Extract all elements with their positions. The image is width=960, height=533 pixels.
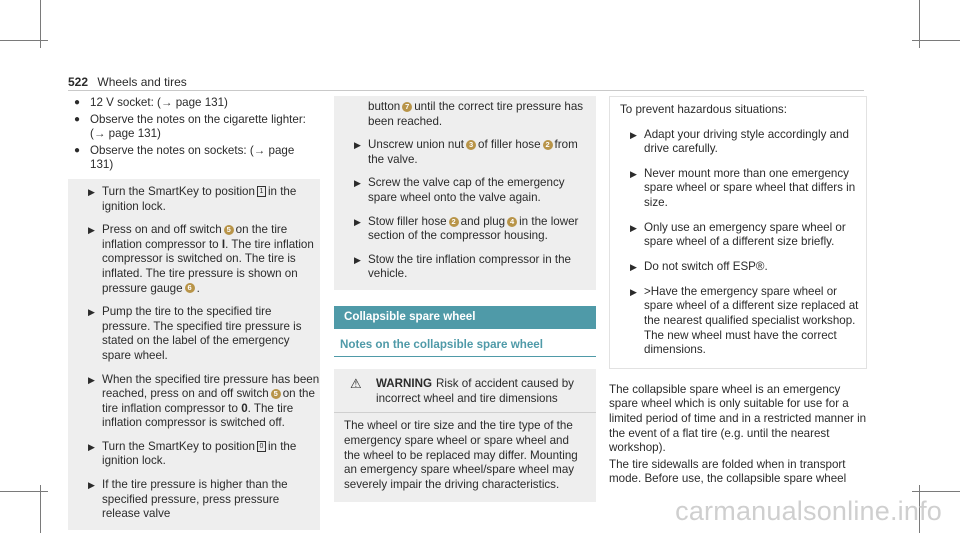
triangle-right-icon: ▶: [354, 140, 361, 151]
chapter-title: Wheels and tires: [97, 75, 187, 89]
triangle-right-icon: ▶: [88, 441, 95, 452]
instruction-step: ▶ Unscrew union nut 3 of filler hose 2 from the valve.: [334, 138, 596, 167]
page-number: 522: [68, 75, 89, 89]
instruction-step: ▶ Stow the tire inflation compressor in the vehicle.: [334, 253, 596, 282]
callout-number: 2: [449, 217, 459, 227]
divider: [334, 412, 596, 413]
triangle-right-icon: ▶: [88, 307, 95, 318]
paragraph: The collapsible spare wheel is an emergency spare wheel which is only suitable for use for a limited period of time and in a restricted manner in the event of a flat tire (e.g. until the nearest workshop).: [609, 382, 867, 455]
bullet-item: ● Observe the notes on the cigarette lighter: (→ page 131): [68, 113, 320, 142]
instruction-step: ▶ >Have the emergency spare wheel or spare wheel of a different size replaced at the nearest qualified specialist workshop. The new wheel must have the correct dimensions.: [610, 285, 866, 358]
callout-number: 2: [543, 140, 553, 150]
watermark: carmanualsonline.info: [675, 496, 942, 526]
instruction-step: ▶ Do not switch off ESP®.: [610, 260, 866, 275]
triangle-right-icon: ▶: [630, 129, 637, 140]
triangle-right-icon: ▶: [630, 286, 637, 297]
instruction-block: [68, 179, 320, 530]
page-header: [68, 75, 187, 89]
callout-number: 6: [185, 283, 195, 293]
triangle-right-icon: ▶: [354, 178, 361, 189]
paragraph: The tire sidewalls are folded when in transport mode. Before use, the collapsible spare wheel: [609, 457, 847, 486]
callout-number: 5: [271, 389, 281, 399]
instruction-step: ▶ Screw the valve cap of the emergency spare wheel onto the valve again.: [334, 176, 596, 205]
hazard-intro: To prevent hazardous situations:: [620, 103, 787, 116]
instruction-step: ▶ Turn the SmartKey to position 1 in the ignition lock.: [68, 185, 320, 214]
instruction-step: button 7 until the correct tire pressure has been reached.: [368, 100, 584, 128]
bullet-item: ● Observe the notes on sockets: (→ page 131): [68, 144, 320, 173]
instruction-step: ▶ When the specified tire pressure has been reached, press on and off switch 5 on the tire inflation compressor to 0. The tire inflation compressor is switched off.: [68, 373, 320, 431]
column-right: [609, 96, 867, 487]
bullet-icon: ●: [74, 144, 81, 156]
key-position-icon: 1: [257, 186, 266, 197]
instruction-step: ▶ Turn the SmartKey to position 0 in the ignition lock.: [68, 440, 320, 469]
bullet-icon: ●: [74, 113, 81, 125]
callout-number: 4: [507, 217, 517, 227]
triangle-right-icon: ▶: [354, 254, 361, 265]
crop-mark: [0, 40, 48, 41]
callout-number: 3: [466, 140, 476, 150]
instruction-step: ▶ Adapt your driving style accordingly and drive carefully.: [610, 128, 866, 157]
crop-mark: [912, 491, 960, 492]
instruction-step: ▶ If the tire pressure is higher than the specified pressure, press pressure release valve: [68, 478, 320, 522]
warning-summary: Risk of accident caused by incorrect wheel and tire dimensions: [376, 377, 574, 405]
bullet-icon: ●: [74, 97, 81, 108]
triangle-right-icon: ▶: [630, 261, 637, 272]
instruction-step: ▶ Never mount more than one emergency spare wheel or spare wheel that differs in size.: [610, 167, 866, 211]
callout-number: 5: [224, 225, 234, 235]
triangle-right-icon: ▶: [354, 216, 361, 227]
crop-mark: [0, 491, 48, 492]
column-left: [68, 96, 320, 530]
triangle-right-icon: ▶: [630, 168, 637, 179]
warning-box: [334, 369, 596, 502]
subsection-title: Notes on the collapsible spare wheel: [340, 337, 543, 351]
warning-header: [344, 377, 586, 406]
triangle-right-icon: ▶: [630, 222, 637, 233]
key-position-icon: 0: [257, 441, 266, 452]
triangle-right-icon: ▶: [88, 480, 95, 491]
warning-triangle-icon: ⚠: [350, 376, 362, 392]
instruction-block: [334, 96, 596, 290]
instruction-step: ▶ Pump the tire to the specified tire pressure. The specified tire pressure is stated on the label of the emergency spare wheel.: [68, 305, 320, 363]
instruction-step: ▶ Only use an emergency spare wheel or spare wheel of a different size briefly.: [610, 221, 866, 250]
subsection-rule: [334, 356, 596, 357]
callout-number: 7: [402, 102, 412, 112]
hazard-box: [609, 96, 867, 369]
crop-mark: [40, 485, 41, 533]
section-title: Collapsible spare wheel: [334, 306, 596, 329]
warning-label: WARNING: [376, 377, 433, 391]
instruction-step: ▶ Press on and off switch 5 on the tire inflation compressor to I. The tire inflation compressor is switched on. The tire is inflated. The tire pressure is shown on pressure gauge 6 .: [68, 223, 320, 296]
header-rule: [68, 90, 864, 91]
instruction-step: ▶ Stow filler hose 2 and plug 4 in the lower section of the compressor housing.: [334, 215, 596, 244]
crop-mark: [912, 40, 960, 41]
triangle-right-icon: ▶: [88, 186, 95, 197]
bullet-item: ● 12 V socket: (→ page 131): [68, 96, 320, 111]
triangle-right-icon: ▶: [88, 225, 95, 236]
column-middle: [334, 96, 596, 502]
warning-body: The wheel or tire size and the tire type of the emergency spare wheel or spare wheel and the wheel to be replaced may differ. Mounting an emergency spare wheel/spare wheel may severely impair the driving characteristics.: [344, 419, 578, 491]
triangle-right-icon: ▶: [88, 374, 95, 385]
